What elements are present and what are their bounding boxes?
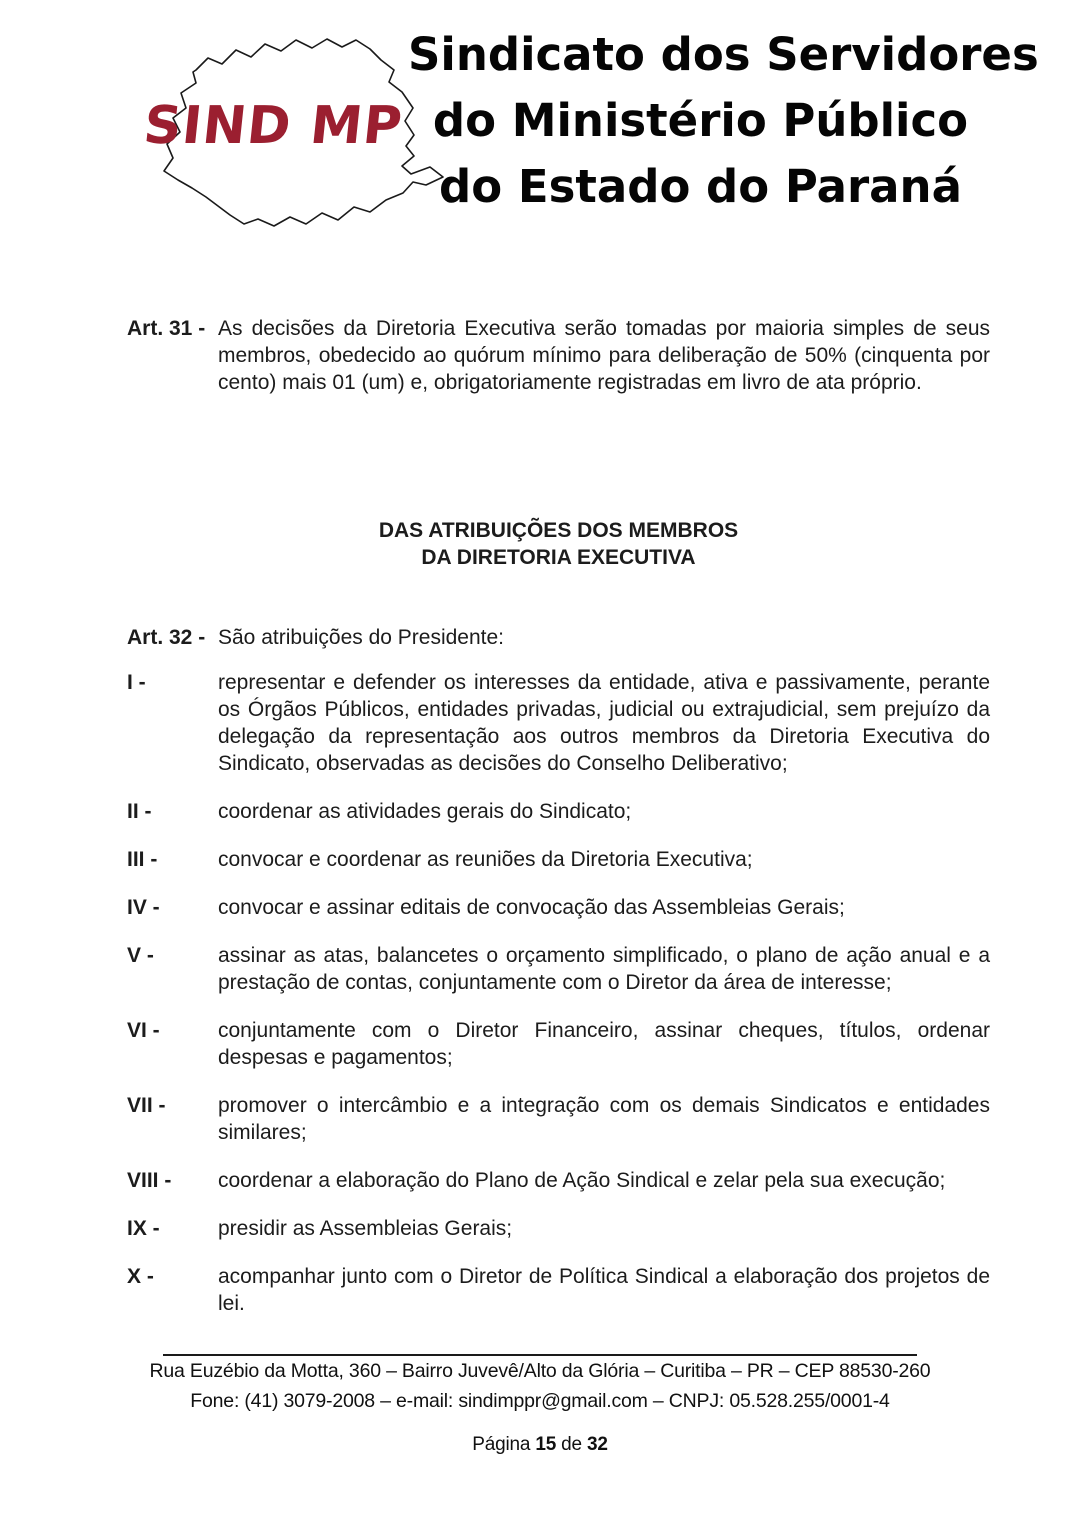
section-heading: [127, 517, 990, 571]
item-numeral: V -: [127, 944, 154, 967]
page-footer: [0, 1354, 1080, 1460]
item-numeral: VII -: [127, 1094, 166, 1117]
list-item-5: [127, 942, 990, 996]
list-item-7: [127, 1092, 990, 1146]
item-text: coordenar a elaboração do Plano de Ação Sindical e zelar pela sua execução;: [218, 1169, 946, 1192]
article-31: [127, 315, 990, 396]
list-item-1: [127, 669, 990, 777]
item-numeral: III -: [127, 848, 158, 871]
article-31-text: As decisões da Diretoria Executiva serão tomadas por maioria simples de seus membros, obedecido ao quórum mínimo para deliberação de 50% (cinquenta por cento) mais 01 (um) e, obrigatoriamente registradas em livro de ata próprio.: [218, 317, 990, 394]
item-text: presidir as Assembleias Gerais;: [218, 1217, 513, 1240]
item-text: representar e defender os interesses da entidade, ativa e passivamente, perante os Órgãos Públicos, entidades privadas, judicial ou extrajudicial, sem prejuízo da delegação da representação aos outros membros da Diretoria Executiva do Sindicato, observadas as decisões do Conselho Deliberativo;: [218, 671, 990, 775]
page-total: 32: [586, 1434, 608, 1455]
section-heading-line2: DA DIRETORIA EXECUTIVA: [421, 546, 696, 569]
item-numeral: VIII -: [127, 1169, 172, 1192]
item-text: convocar e assinar editais de convocação das Assembleias Gerais;: [218, 896, 845, 919]
list-item-8: [127, 1167, 990, 1194]
item-text: assinar as atas, balancetes o orçamento simplificado, o plano de ação anual e a prestação de contas, conjuntamente com o Diretor da área de interesse;: [218, 944, 990, 994]
item-numeral: VI -: [127, 1019, 160, 1042]
item-numeral: IV -: [127, 896, 160, 919]
item-text: coordenar as atividades gerais do Sindicato;: [218, 800, 632, 823]
item-text: acompanhar junto com o Diretor de Política Sindical a elaboração dos projetos de lei.: [218, 1265, 990, 1315]
item-numeral: IX -: [127, 1217, 160, 1240]
list-item-10: [127, 1263, 990, 1317]
article-32-intro: São atribuições do Presidente:: [218, 626, 505, 649]
page-of-word: de: [561, 1434, 582, 1455]
page-word: Página: [472, 1434, 531, 1455]
article-32: [127, 624, 990, 651]
footer-contact: Fone: (41) 3079-2008 – e-mail: sindimppr@gmail.com – CNPJ: 05.528.255/0001-4: [190, 1390, 890, 1412]
organization-title: [408, 22, 1039, 220]
header: [0, 0, 1080, 260]
list-item-3: [127, 846, 990, 873]
org-title-line1: Sindicato dos Servidores: [408, 28, 1039, 81]
org-title-line2: do Ministério Público: [432, 94, 969, 147]
document-body: [127, 315, 990, 1317]
item-numeral: II -: [127, 800, 152, 823]
page-number: [0, 1430, 1080, 1460]
item-numeral: I -: [127, 671, 146, 694]
item-text: conjuntamente com o Diretor Financeiro, assinar cheques, títulos, ordenar despesas e pagamentos;: [218, 1019, 990, 1069]
item-text: promover o intercâmbio e a integração com os demais Sindicatos e entidades similares;: [218, 1094, 990, 1144]
item-text: convocar e coordenar as reuniões da Diretoria Executiva;: [218, 848, 753, 871]
article-31-label: Art. 31 -: [127, 317, 206, 340]
footer-address: Rua Euzébio da Motta, 360 – Bairro Juvevê/Alto da Glória – Curitiba – PR – CEP 88530-260: [149, 1360, 931, 1382]
list-item-6: [127, 1017, 990, 1071]
section-heading-line1: DAS ATRIBUIÇÕES DOS MEMBROS: [378, 519, 739, 542]
list-item-4: [127, 894, 990, 921]
sindmp-logo-text: SIND MP: [140, 96, 406, 156]
list-item-2: [127, 798, 990, 825]
org-title-line3: do Estado do Paraná: [439, 160, 962, 213]
article-32-label: Art. 32 -: [127, 626, 206, 649]
list-item-9: [127, 1215, 990, 1242]
item-numeral: X -: [127, 1265, 154, 1288]
page-current: 15: [535, 1434, 557, 1455]
